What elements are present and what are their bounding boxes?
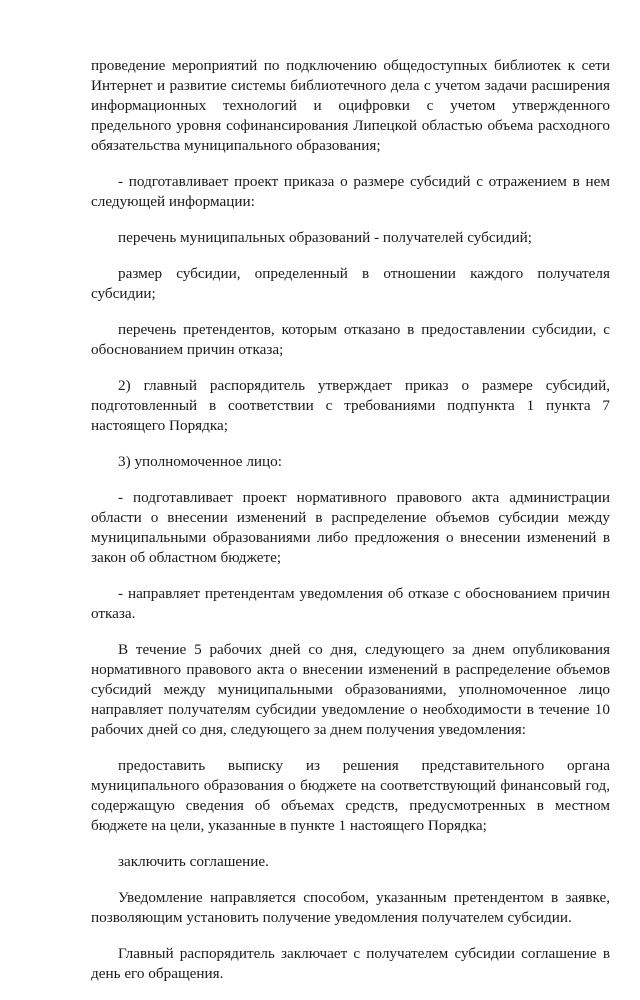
- paragraph-municipalities-list: перечень муниципальных образований - получателей субсидий;: [118, 229, 532, 246]
- paragraph-sends-refusals: - направляет претендентам уведомления об отказе с обоснованием причин отказа.: [91, 585, 610, 622]
- paragraph-provide-extract: предоставить выписку из решения представительного органа муниципального образования о бюджете на соответствующий финансовый год, содержащую сведения об объемах средств, предусмотренных в местном бюджете на цели, указанные в пункте 1 настоящего Порядка;: [91, 757, 610, 834]
- paragraph-libraries-internet: проведение мероприятий по подключению общедоступных библиотек к сети Интернет и развитие системы библиотечного дела с учетом задачи расширения информационных технологий и оцифровки с учетом утвержденного предельного уровня софинансирования Липецкой областью объема расходного обязательства муниципального образования;: [91, 57, 610, 154]
- paragraph-prepares-draft-act: - подготавливает проект нормативного правового акта администрации области о внесении изменений в распределение объемов субсидии между муниципальными образованиями либо предложения о внесении изменений в закон об областном бюджете;: [91, 489, 610, 566]
- paragraph-notification-method: Уведомление направляется способом, указанным претендентом в заявке, позволяющим установить получение уведомления получателем субсидии.: [91, 889, 610, 926]
- paragraph-item-2: 2) главный распорядитель утверждает приказ о размере субсидий, подготовленный в соответствии с требованиями подпункта 1 пункта 7 настоящего Порядка;: [91, 377, 610, 434]
- document-body: [91, 56, 610, 1000]
- paragraph-prepares-order: - подготавливает проект приказа о размере субсидий с отражением в нем следующей информации:: [91, 173, 610, 210]
- paragraph-refused-applicants: перечень претендентов, которым отказано в предоставлении субсидии, с обоснованием причин отказа;: [91, 321, 610, 358]
- paragraph-main-manager: Главный распорядитель заключает с получателем субсидии соглашение в день его обращения.: [91, 945, 610, 982]
- paragraph-five-days: В течение 5 рабочих дней со дня, следующего за днем опубликования нормативного правового акта о внесении изменений в распределение объемов субсидий между муниципальными образованиями, уполномоченное лицо направляет получателям субсидии уведомление о необходимости в течение 10 рабочих дней со дня, следующего за днем получения уведомления:: [91, 641, 610, 738]
- paragraph-conclude-agreement: заключить соглашение.: [118, 853, 269, 870]
- paragraph-item-3: 3) уполномоченное лицо:: [118, 453, 282, 470]
- paragraph-subsidy-amount: размер субсидии, определенный в отношении каждого получателя субсидии;: [91, 265, 610, 302]
